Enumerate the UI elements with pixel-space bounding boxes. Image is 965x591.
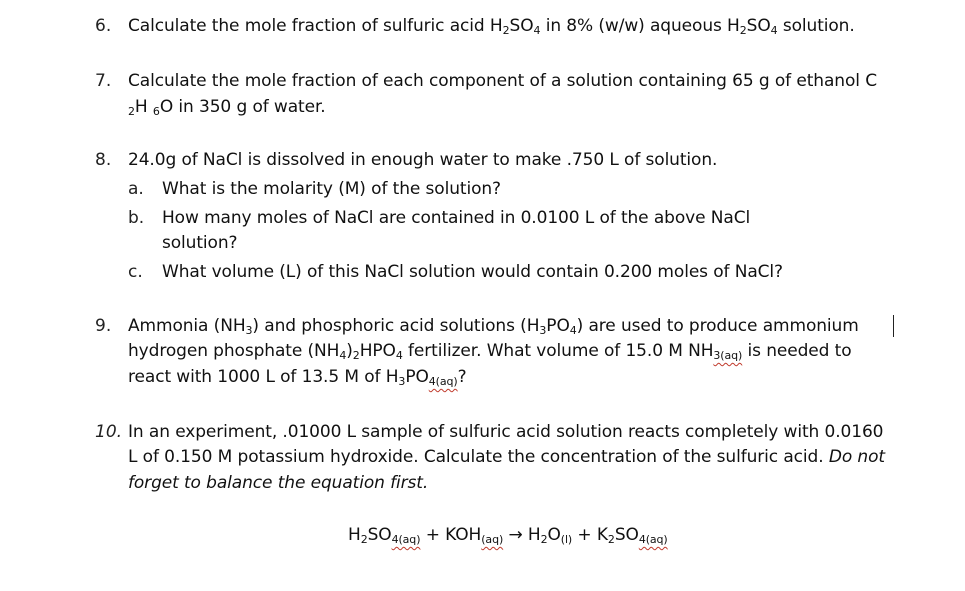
- text-cursor: [893, 315, 894, 337]
- question-10-line-1: In an experiment, .01000 L sample of sulfuric acid solution reacts completely with 0.0160: [128, 422, 884, 442]
- question-6-number: 6.: [95, 16, 112, 36]
- question-8a-label: a.: [128, 179, 144, 199]
- question-9-line-1: Ammonia $(NH_3)$ and phosphoric acid solutions $(H_3PO_4)$ are used to produce ammonium: [128, 316, 859, 337]
- question-9-line-3: react with 1000 L of 13.5 M of $H_3PO_{4(aq)}$?: [128, 367, 467, 388]
- question-7-line-2: $_2$H $_6$O in 350 g of water.: [128, 97, 326, 118]
- question-6-text: Calculate the mole fraction of sulfuric acid $H_2SO_4$ in 8% (w/w) aqueous $H_2SO_4$ solution.: [128, 16, 855, 37]
- question-10-number: 10.: [95, 422, 123, 442]
- question-8-text: 24.0g of NaCl is dissolved in enough water to make .750 L of solution.: [128, 150, 718, 170]
- question-9-line-2: hydrogen phosphate $(NH_4)_2HPO_4$ fertilizer. What volume of 15.0 M $NH_{3(aq)}$ is needed to: [128, 341, 852, 362]
- question-7-line-1: Calculate the mole fraction of each component of a solution containing 65 g of ethanol C: [128, 71, 877, 91]
- question-8b-label: b.: [128, 208, 145, 228]
- question-8c-text: What volume (L) of this NaCl solution would contain 0.200 moles of NaCl?: [162, 262, 783, 282]
- question-8b-line-2: solution?: [162, 233, 238, 253]
- question-8b-line-1: How many moles of NaCl are contained in 0.0100 L of the above NaCl: [162, 208, 751, 228]
- question-8c-label: c.: [128, 262, 143, 282]
- question-9-number: 9.: [95, 316, 112, 336]
- question-10-line-3: forget to balance the equation first.: [128, 473, 429, 493]
- question-7-number: 7.: [95, 71, 112, 91]
- chemical-equation: $H_2SO_{4(aq)} + KOH_{(aq)} \to H_2O_{(l)} + K_2SO_{4(aq)}$: [348, 525, 668, 546]
- question-8a-text: What is the molarity (M) of the solution?: [162, 179, 501, 199]
- question-10-line-2: L of 0.150 M potassium hydroxide. Calculate the concentration of the sulfuric acid. Do not: [128, 447, 885, 467]
- question-8-number: 8.: [95, 150, 112, 170]
